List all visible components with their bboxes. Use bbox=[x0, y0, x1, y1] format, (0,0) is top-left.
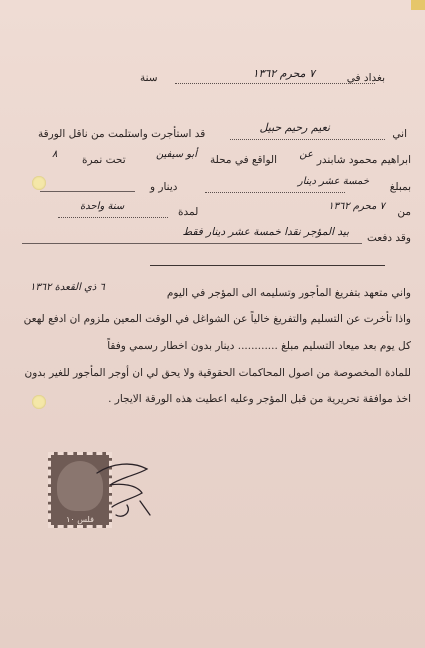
rented-item: عن bbox=[299, 149, 313, 160]
punch-hole-bottom bbox=[32, 395, 46, 409]
punch-hole-top bbox=[32, 176, 46, 190]
tenant-dotted-line bbox=[230, 138, 385, 140]
payment-underline bbox=[22, 243, 362, 244]
line4-mid: لمدة bbox=[178, 206, 199, 218]
tenant-name: نعيم رحيم حبيل bbox=[259, 121, 330, 134]
line4-start: من bbox=[397, 206, 411, 218]
body-line4: للمادة المخصوصة من اصول المحاكمات الحقوقية ولا يحق لي ان أوجر المأجور للغير بدون bbox=[24, 367, 411, 379]
line2-mid: الواقع في محلة bbox=[209, 154, 277, 166]
date-dotted-line bbox=[175, 82, 375, 84]
line3-start: بمبلغ bbox=[389, 181, 411, 193]
body-line2: واذا تأخرت عن التسليم والتفريغ خالياً عن الشواغل في الوقت المعين ملزوم ان ادفع لهعن bbox=[23, 313, 411, 325]
amount-dotted-line bbox=[205, 191, 345, 193]
payment-note: بيد المؤجر نقدا خمسة عشر دينار فقط bbox=[182, 226, 349, 238]
rent-period: سنة واحدة bbox=[80, 201, 125, 212]
section-divider bbox=[150, 265, 385, 266]
vacate-date: ٦ ذي القعدة ١٣٦٢ bbox=[30, 282, 105, 293]
body-line3: كل يوم بعد ميعاد التسليم مبلغ ............ دينار بدون اخطار رسمي وفقاً bbox=[107, 340, 411, 352]
date-handwritten: ٧ محرم ١٣٦٢ bbox=[252, 67, 315, 80]
line5-start: وقد دفعت bbox=[366, 232, 411, 244]
line1-end: قد استأجرت واستلمت من ناقل الورقة bbox=[38, 128, 206, 140]
signature-scribble bbox=[92, 455, 162, 525]
body-line5: اخذ موافقة تحريرية من قبل المؤجر وعليه اعطيت هذه الورقة الايجار . bbox=[108, 393, 411, 405]
line3-end: دينار و bbox=[150, 181, 178, 193]
location-name: أبو سيفين bbox=[156, 149, 197, 160]
start-date: ٧ محرم ١٣٦٢ bbox=[328, 201, 385, 212]
line2-end: تحت نمرة bbox=[82, 154, 126, 166]
place-label: بغداد في bbox=[346, 72, 385, 84]
paper-corner bbox=[411, 0, 425, 10]
stamp-value: فلس ١٠ bbox=[66, 515, 94, 524]
year-label: سنة bbox=[140, 72, 158, 84]
house-number: ٨ bbox=[52, 149, 58, 160]
period-dotted-line bbox=[58, 216, 168, 218]
rent-amount: خمسة عشر دينار bbox=[297, 176, 369, 187]
line2-start: ابراهيم محمود شابندر bbox=[316, 154, 411, 166]
body-line1: واني متعهد بتفريغ المأجور وتسليمه الى المؤجر في اليوم bbox=[166, 287, 411, 299]
fils-line bbox=[40, 191, 135, 192]
line1-start: اني bbox=[392, 128, 407, 140]
